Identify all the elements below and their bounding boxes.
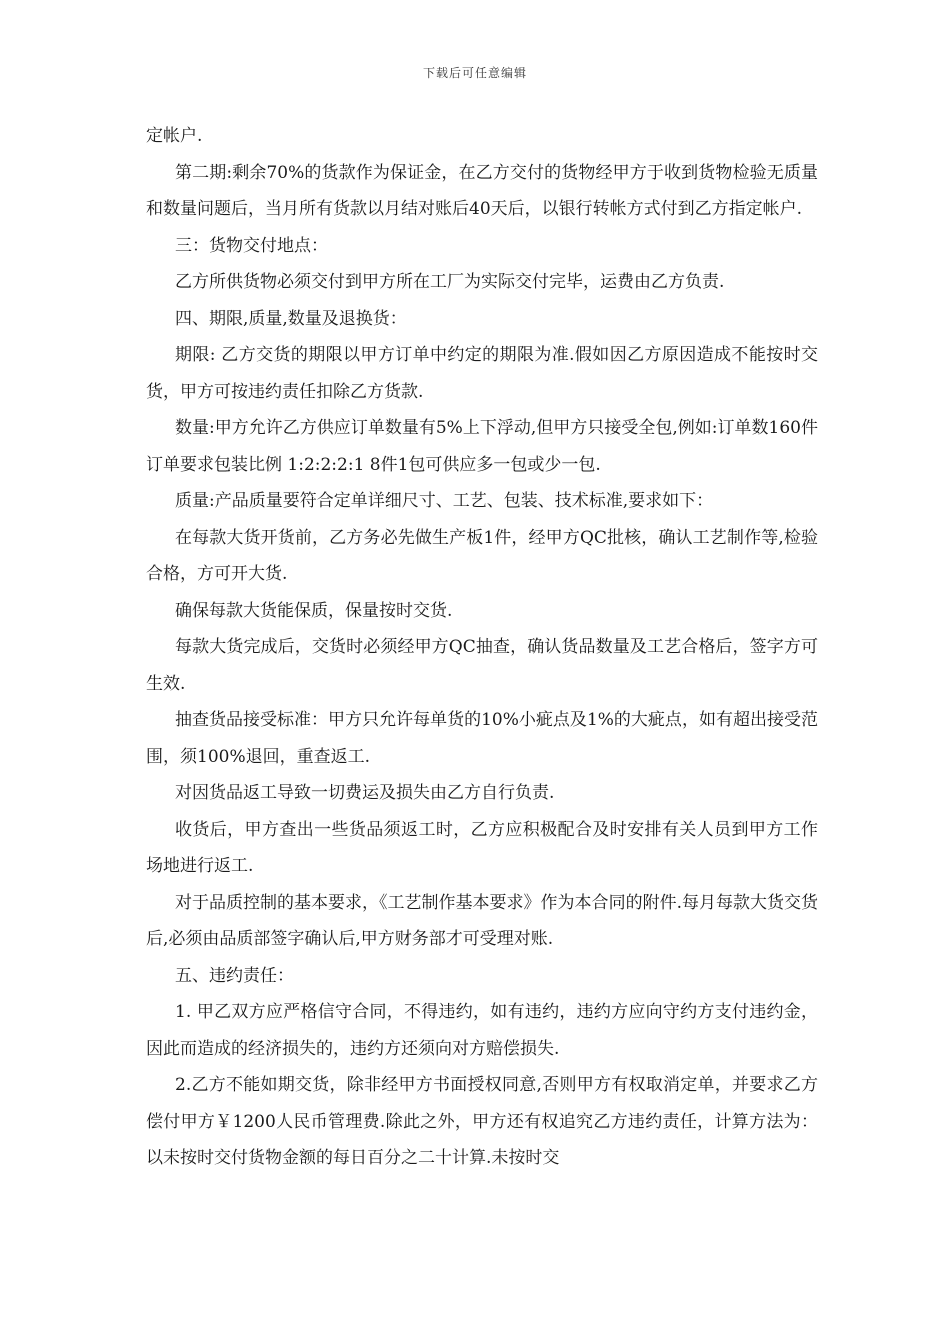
section-heading-delivery-location: 三：货物交付地点： [175,235,328,256]
paragraph-pre-production-sample: 在每款大货开货前，乙方务必先做生产板1件，经甲方QC批核，确认工艺制作等,检验 合格，方可开大货. [146,527,818,584]
paragraph-account-end: 定帐户. [146,126,203,146]
contract-body [146,118,818,1177]
paragraph-second-payment: 第二期:剩余70%的货款作为保证金，在乙方交付的货物经甲方于收到货物检验无质量和数量问题后，当月所有货款以月结对账后40天后，以银行转帐方式付到乙方指定帐户. [146,162,818,219]
section-heading-terms-quality: 四、期限,质量,数量及退换货： [175,308,407,329]
section-heading-breach-liability: 五、违约责任： [175,965,294,986]
paragraph-ensure-quality: 确保每款大货能保质，保量按时交货. [175,600,453,621]
paragraph-quality: 质量:产品质量要符合定单详细尺寸、工艺、包装、技术标准,要求如下： [175,491,714,511]
paragraph-delivery-location: 乙方所供货物必须交付到甲方所在工厂为实际交付完毕，运费由乙方负责. [175,272,725,292]
paragraph-quantity: 数量:甲方允许乙方供应订单数量有5%上下浮动,但甲方只接受全包,例如:订单数160件订单要求包装比例 1:2:2:2:1 8件1包可供应多一包或少一包. [146,418,818,475]
paragraph-breach-1: 1. 甲乙双方应严格信守合同，不得违约，如有违约，违约方应向守约方支付违约金，因此而造成的经济损失的，违约方还须向对方赔偿损失. [146,1002,818,1059]
paragraph-post-receipt-rework: 收货后，甲方查出一些货品须返工时，乙方应积极配合及时安排有关人员到甲方工作场地进行返工. [146,819,818,876]
paragraph-quality-control: 对于品质控制的基本要求，《工艺制作基本要求》作为本合同的附件.每月每款大货交货后,必须由品质部签字确认后,甲方财务部才可受理对账. [146,892,818,949]
paragraph-term-deadline: 期限: 乙方交货的期限以甲方订单中约定的期限为准.假如因乙方原因造成不能按时交货，甲方可按违约责任扣除乙方货款. [146,345,818,402]
paragraph-acceptance-standard: 抽查货品接受标准：甲方只允许每单货的10%小疵点及1%的大疵点，如有超出接受范围，须100%退回，重查返工. [146,710,818,767]
paragraph-qc-inspection: 每款大货完成后，交货时必须经甲方QC抽查，确认货品数量及工艺合格后，签字方可生效. [146,637,818,694]
paragraph-rework-cost: 对因货品返工导致一切费运及损失由乙方自行负责. [175,783,555,803]
paragraph-breach-2: 2.乙方不能如期交货，除非经甲方书面授权同意,否则甲方有权取消定单，并要求乙方偿付甲方￥1200人民币管理费.除此之外，甲方还有权追究乙方违约责任，计算方法为：以未按时交付货物金额的每日百分之二十计算.未按时交 [146,1075,818,1168]
page-header-note: 下载后可任意编辑 [422,66,527,80]
